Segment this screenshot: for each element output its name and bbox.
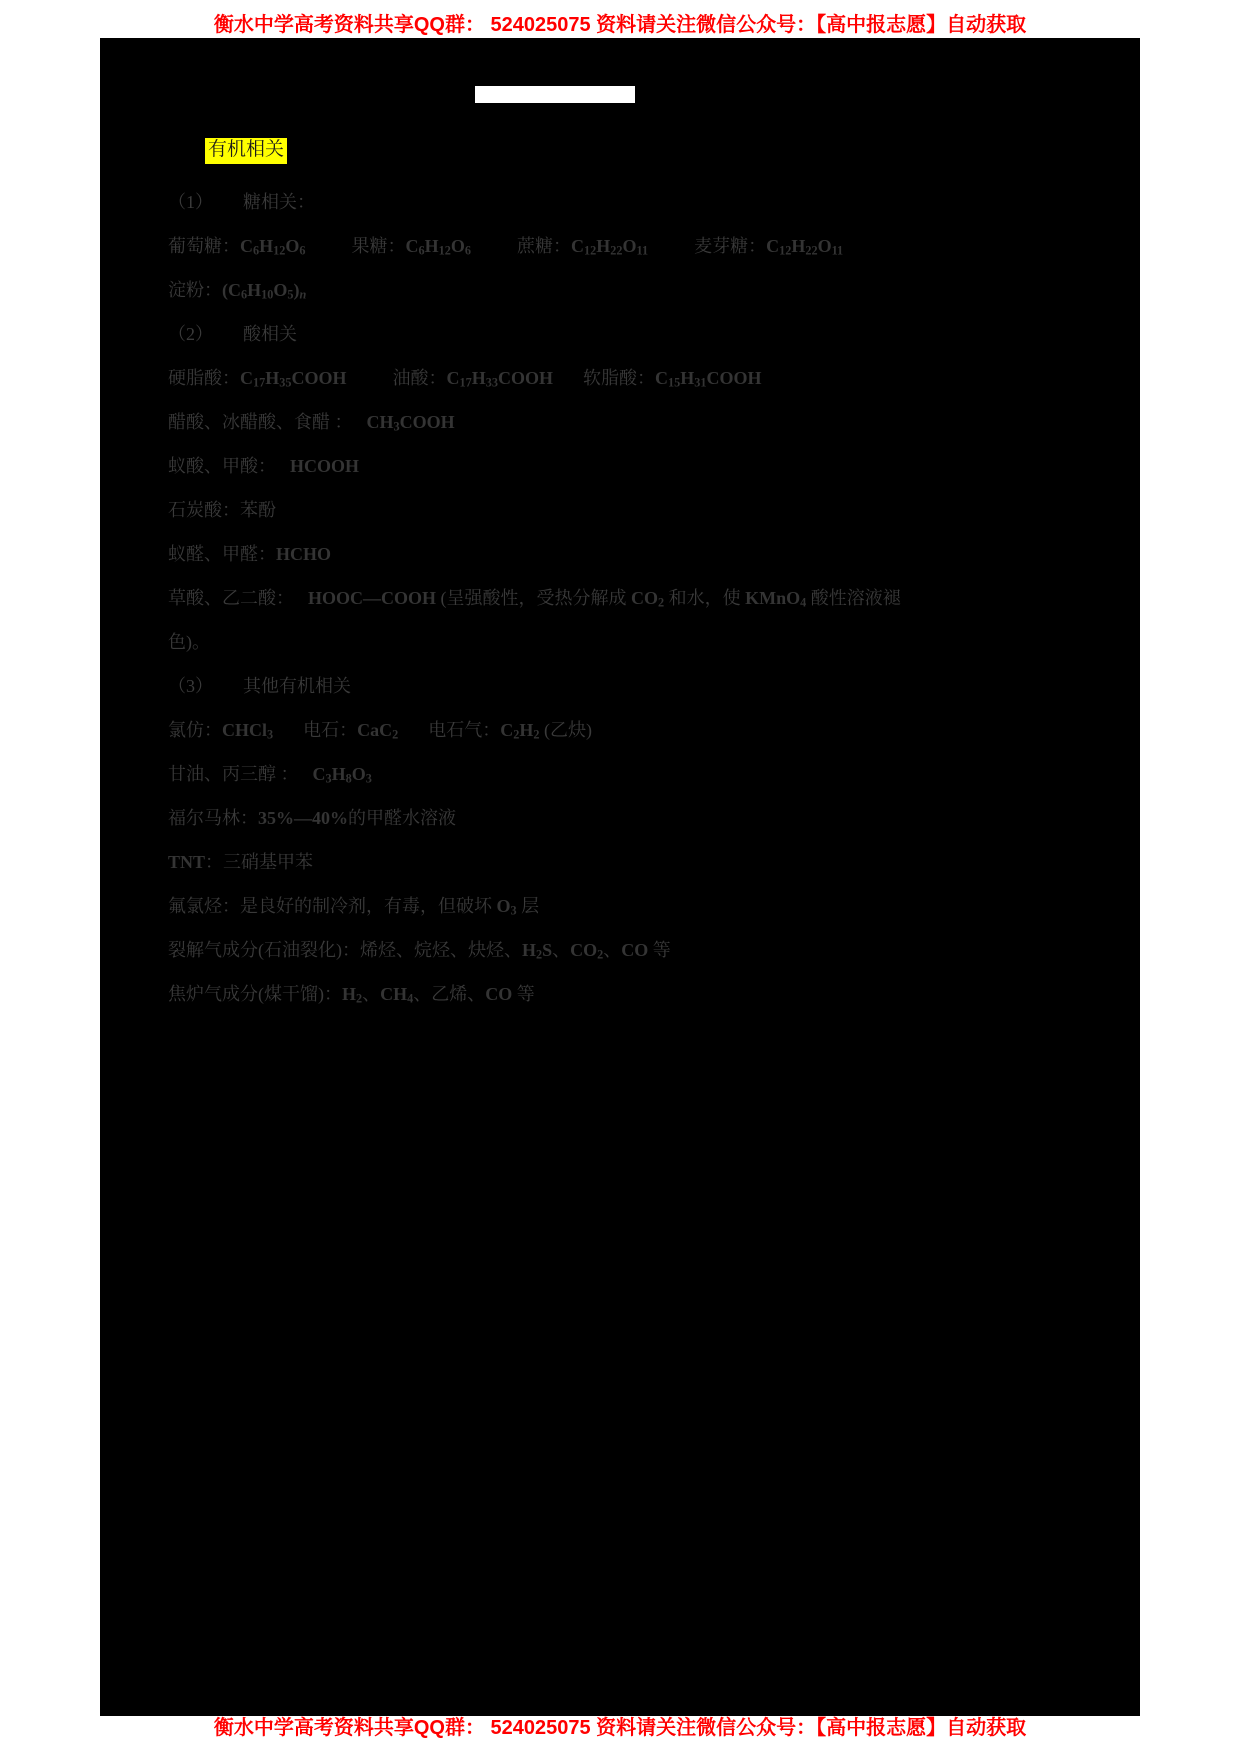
list-item: 蚁醛、甲醛：HCHO bbox=[168, 544, 332, 564]
list-item: （3） 其他有机相关 bbox=[168, 676, 351, 696]
list-item: 淀粉：$(C_6H_{10}O_5)_n$ bbox=[168, 280, 307, 302]
list-item: TNT：三硝基甲苯 bbox=[168, 852, 314, 872]
list-item: 裂解气成分(石油裂化)：烯烃、烷烃、炔烃、$H_2S$、$CO_2$、CO 等 bbox=[168, 940, 671, 962]
list-item: 甘油、丙三醇 ： $C_3H_8O_3$ bbox=[168, 764, 372, 786]
list-item: 焦炉气成分(煤干馏)：$H_2$、$CH_4$、乙烯、CO 等 bbox=[168, 984, 535, 1006]
list-item: 葡萄糖：$C_6H_{12}O_6$ 果糖：$C_6H_{12}O_6$ 蔗糖：$C_{12}H_{22}O_{11}$ 麦芽糖：$C_{12}H_{22}O_{11}$ bbox=[168, 236, 844, 258]
watermark-top: 衡水中学高考资料共享QQ群： 524025075 资料请关注微信公众号：【高中报志愿】自动获取 bbox=[213, 14, 1027, 36]
document-body bbox=[100, 38, 1140, 1716]
list-item: 草酸、乙二酸： HOOC—COOH (呈强酸性，受热分解成 $CO_2$ 和水，使 KMnO$_4$ 酸性溶液褪 bbox=[168, 588, 901, 610]
list-item: 硬脂酸：$C_{17}H_{35}COOH$ 油酸：$C_{17}H_{33}COOH$ 软脂酸：$C_{15}H_{31}COOH$ bbox=[168, 368, 762, 390]
list-item: 蚁酸、甲酸： HCOOH bbox=[168, 456, 360, 476]
section-title: 有机相关 bbox=[205, 138, 287, 164]
list-item: （1） 糖相关： bbox=[168, 192, 315, 212]
list-item: 福尔马林：35%—40%的甲醛水溶液 bbox=[168, 808, 456, 828]
list-item: 氟氯烃：是良好的制冷剂，有毒，但破坏 $O_3$ 层 bbox=[168, 896, 540, 918]
redaction-bar bbox=[475, 86, 635, 103]
list-item: （2） 酸相关 bbox=[168, 324, 297, 344]
list-item: 色)。 bbox=[168, 632, 210, 652]
list-item: 氯仿：CHCl$_3$ 电石：CaC$_2$ 电石气：$C_2H_2$ (乙炔) bbox=[168, 720, 593, 742]
list-item: 醋酸、冰醋酸、食醋 ： $CH_3COOH$ bbox=[168, 412, 455, 434]
content-lines bbox=[100, 180, 1140, 1016]
watermark-bottom: 衡水中学高考资料共享QQ群： 524025075 资料请关注微信公众号：【高中报志愿】自动获取 bbox=[213, 1717, 1027, 1739]
list-item: 石炭酸：苯酚 bbox=[168, 500, 276, 520]
